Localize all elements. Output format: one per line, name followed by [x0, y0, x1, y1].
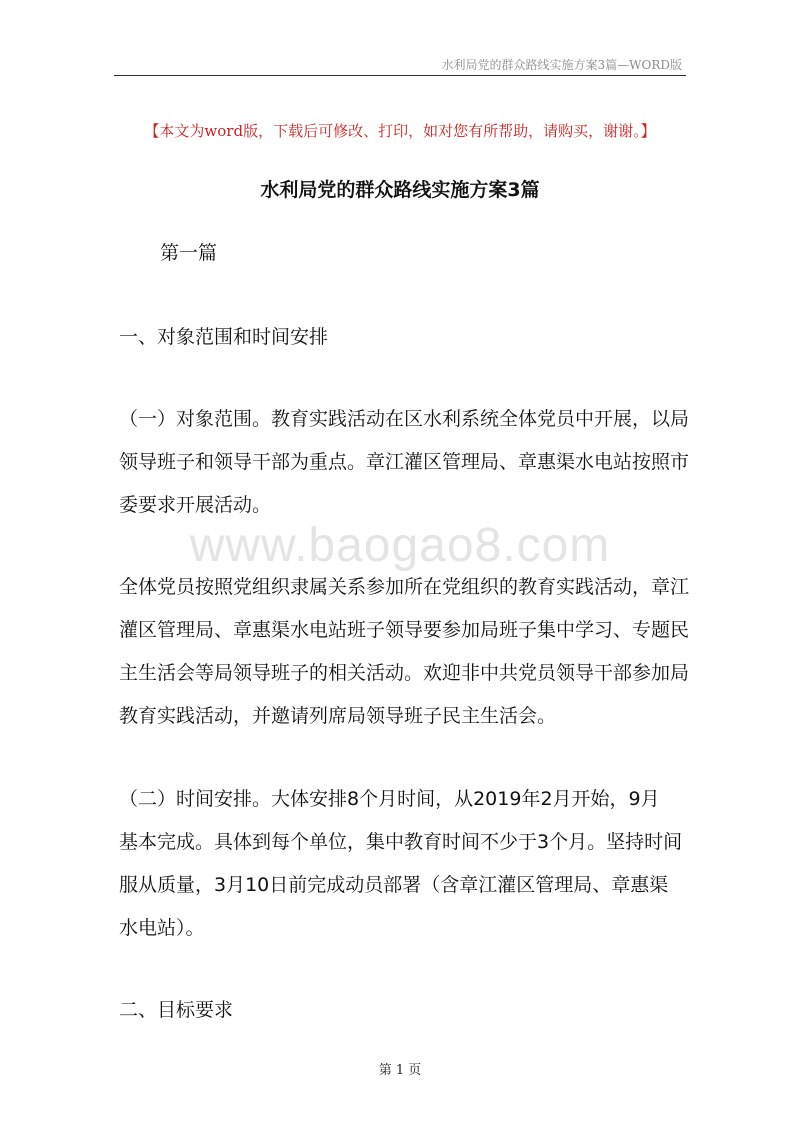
- paragraph-line: 委要求开展活动。: [119, 494, 272, 516]
- paragraph-line: 基本完成。具体到每个单位，集中教育时间不少于3个月。坚持时间: [119, 831, 683, 853]
- section-heading-2: 二、目标要求: [119, 999, 234, 1021]
- watermark: www.baogao8.com: [189, 519, 611, 572]
- paragraph-line: 服从质量，3月10日前完成动员部署（含章江灌区管理局、章惠渠: [119, 874, 669, 896]
- paragraph-line: 教育实践活动，并邀请列席局领导班子民主生活会。: [119, 705, 557, 727]
- page-number: 第 1 页: [378, 1063, 422, 1078]
- paragraph-line: （一）对象范围。教育实践活动在区水利系统全体党员中开展，以局: [119, 408, 690, 430]
- paragraph-line: 灌区管理局、章惠渠水电站班子领导要参加局班子集中学习、专题民: [119, 619, 690, 641]
- paragraph-line: （二）时间安排。大体安排8个月时间，从2019年2月开始，9月: [119, 788, 660, 810]
- paragraph-line: 领导班子和领导干部为重点。章江灌区管理局、章惠渠水电站按照市: [119, 451, 690, 473]
- purchase-notice: 【本文为word版，下载后可修改、打印，如对您有所帮助，请购买，谢谢。】: [144, 122, 656, 140]
- document-title: 水利局党的群众路线实施方案3篇: [260, 179, 540, 201]
- running-header: 水利局党的群众路线实施方案3篇—WORD版: [441, 58, 682, 72]
- paragraph-line: 主生活会等局领导班子的相关活动。欢迎非中共党员领导干部参加局: [119, 662, 690, 684]
- paragraph-line: 水电站）。: [119, 917, 205, 939]
- paragraph-line: 全体党员按照党组织隶属关系参加所在党组织的教育实践活动，章江: [119, 576, 690, 598]
- header-rule: [114, 75, 686, 76]
- part-label: 第一篇: [160, 242, 218, 264]
- section-heading-1: 一、对象范围和时间安排: [119, 326, 329, 348]
